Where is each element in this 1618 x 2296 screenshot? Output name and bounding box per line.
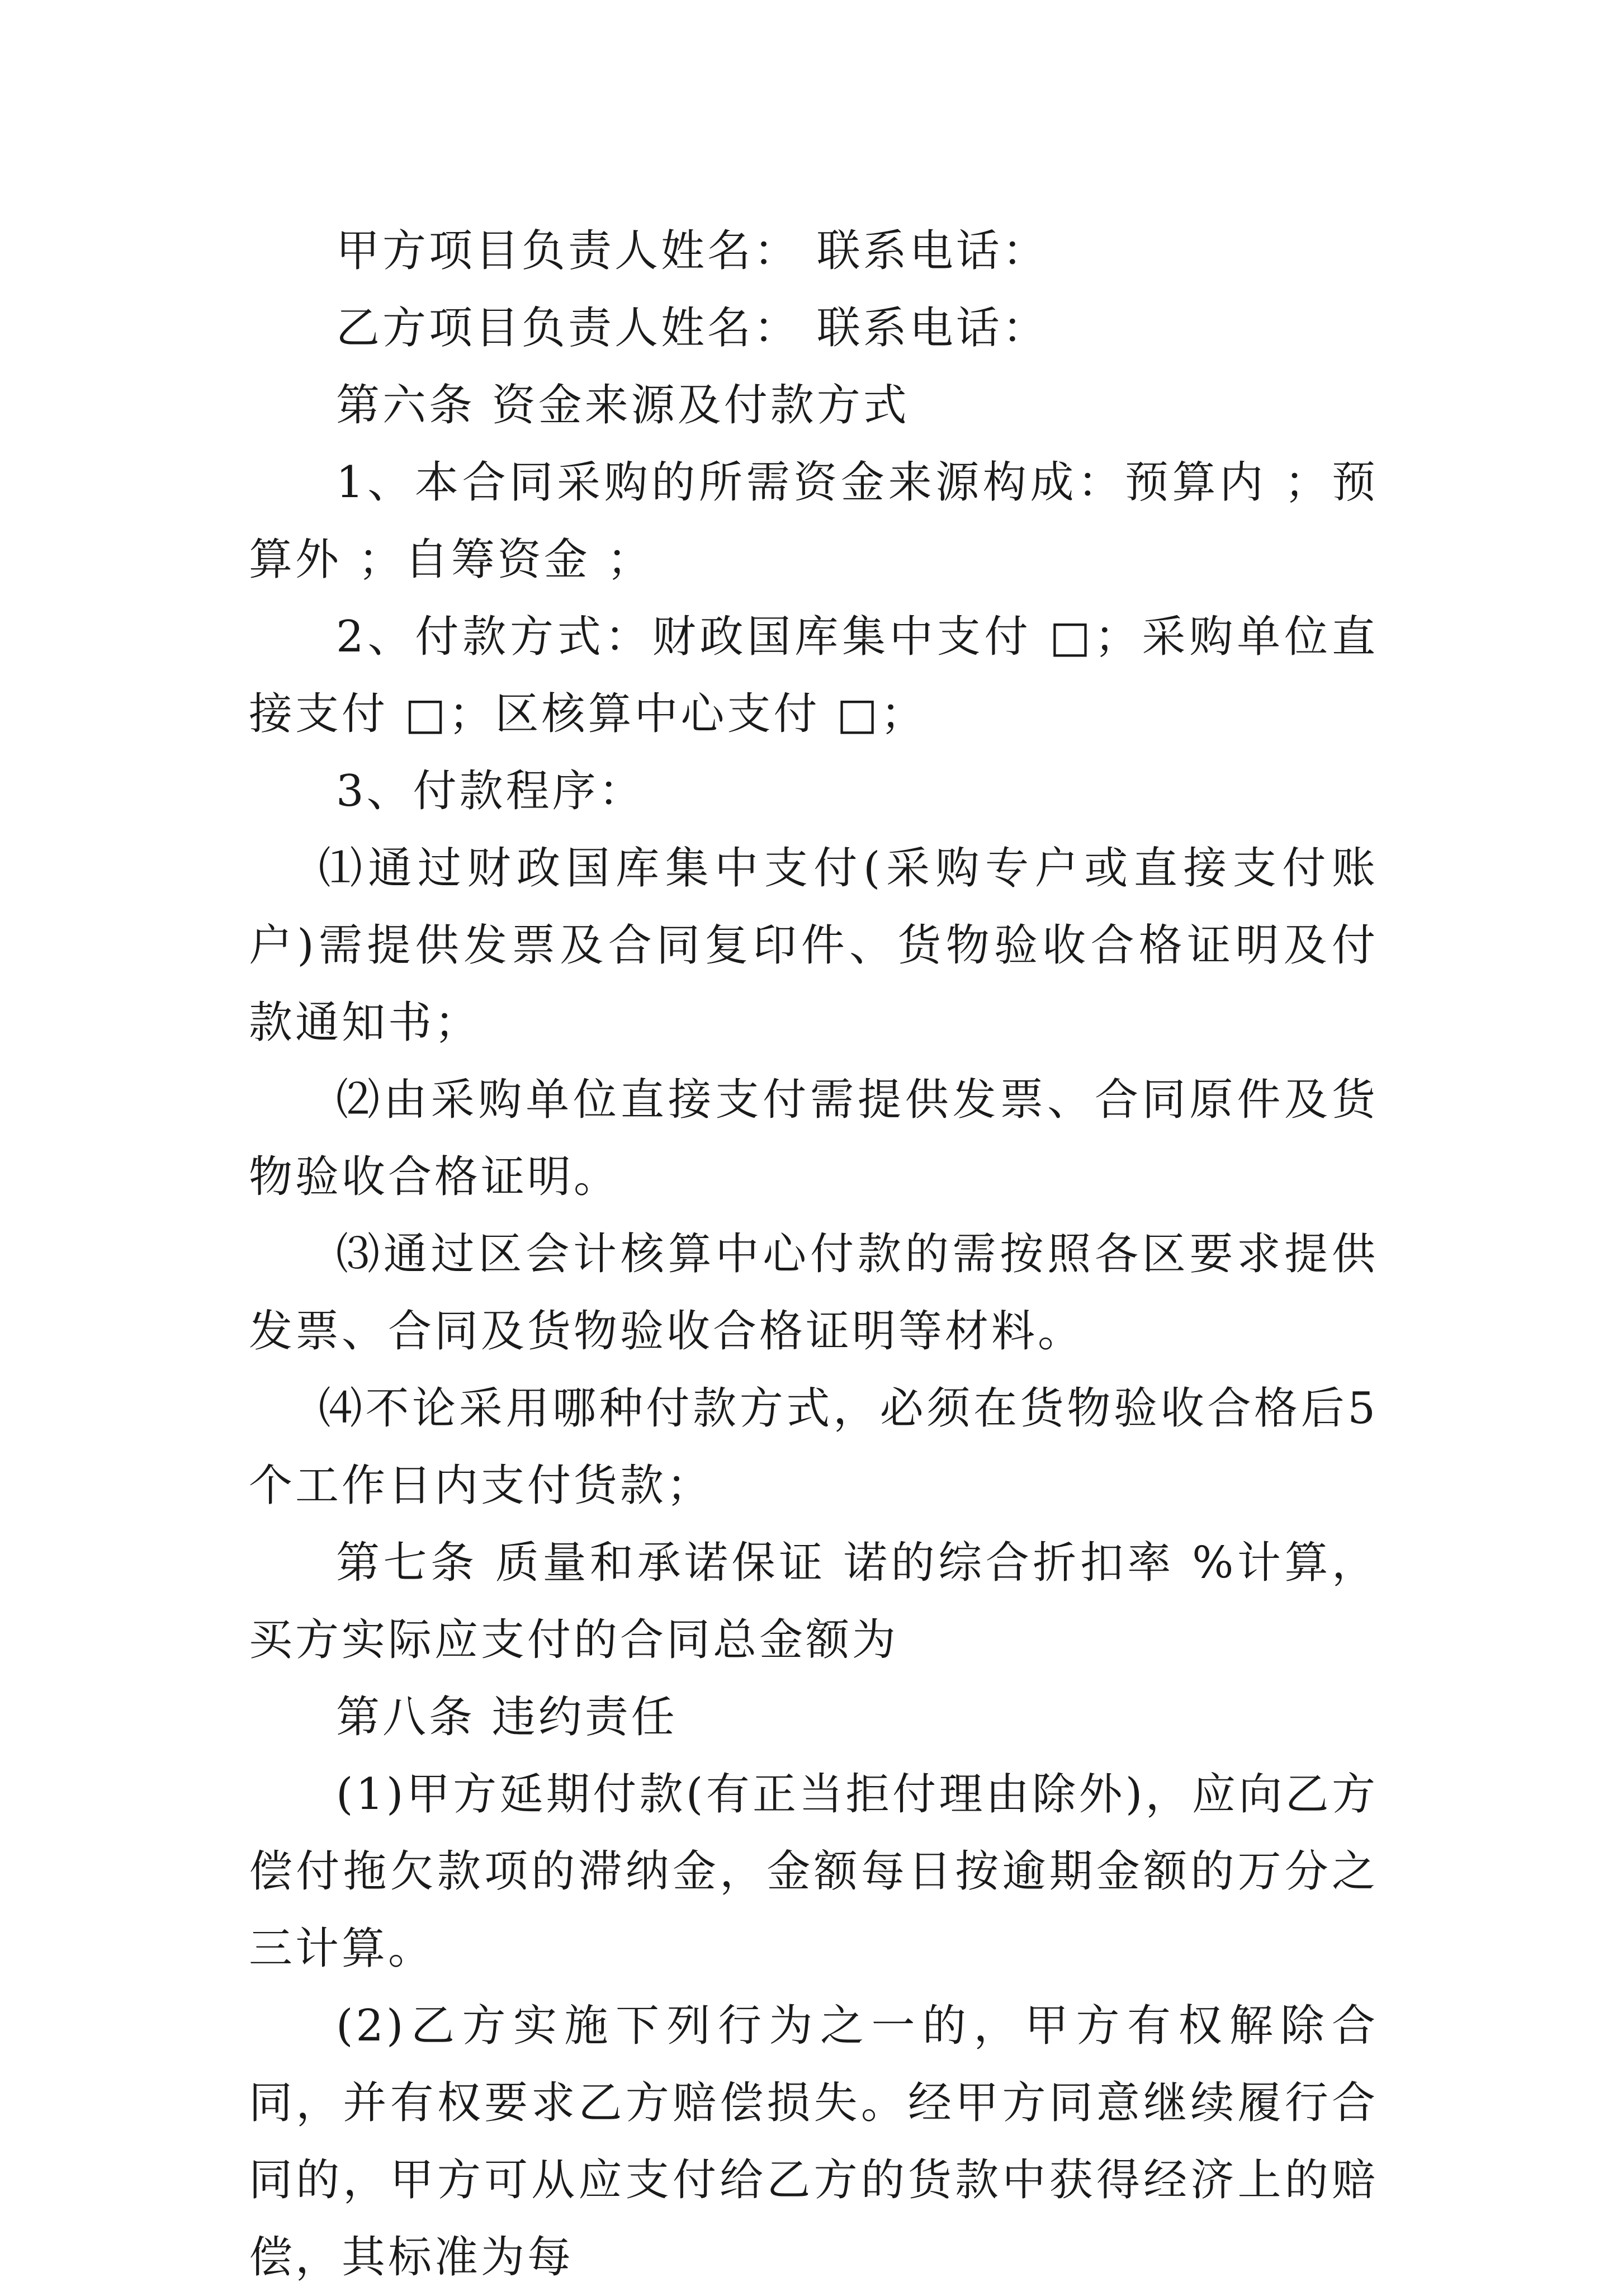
party-a-contact-line: 甲方项目负责人姓名： 联系电话： [336, 226, 1049, 276]
article-7-clause: 第七条 质量和承诺保证 诺的综合折扣率 %计算，买方实际应支付的合同总金额为 [249, 1538, 1378, 1665]
payment-procedure-heading: 3、付款程序： [336, 766, 645, 816]
procedure-item-2: ⑵由采购单位直接支付需提供发票、合同原件及货物验收合格证明。 [249, 1075, 1378, 1202]
procedure-item-4: ⑷不论采用哪种付款方式，必须在货物验收合格后5个工作日内支付货款； [249, 1383, 1378, 1511]
payment-method-clause: 2、付款方式：财政国库集中支付 □；采购单位直接支付 □；区核算中心支付 □； [249, 612, 1378, 739]
liability-item-1: (1)甲方延期付款(有正当拒付理由除外)，应向乙方偿付拖欠款项的滞纳金，金额每日按逾期金额的万分之三计算。 [249, 1769, 1378, 1974]
article-8-heading: 第八条 违约责任 [336, 1692, 678, 1742]
party-b-contact-line: 乙方项目负责人姓名： 联系电话： [336, 303, 1049, 353]
document-body [249, 212, 1378, 2296]
article-6-heading: 第六条 资金来源及付款方式 [336, 380, 910, 431]
procedure-item-3: ⑶通过区会计核算中心付款的需按照各区要求提供发票、合同及货物验收合格证明等材料。 [249, 1229, 1378, 1357]
funding-source-clause: 1、本合同采购的所需资金来源构成：预算内 ；预算外 ；自筹资金 ； [249, 457, 1378, 585]
liability-item-2: (2)乙方实施下列行为之一的，甲方有权解除合同，并有权要求乙方赔偿损失。经甲方同意继续履行合同的，甲方可从应支付给乙方的货款中获得经济上的赔偿，其标准为每 [249, 2001, 1378, 2283]
procedure-item-1: ⑴通过财政国库集中支付(采购专户或直接支付账户)需提供发票及合同复印件、货物验收合格证明及付款通知书； [249, 843, 1378, 1048]
